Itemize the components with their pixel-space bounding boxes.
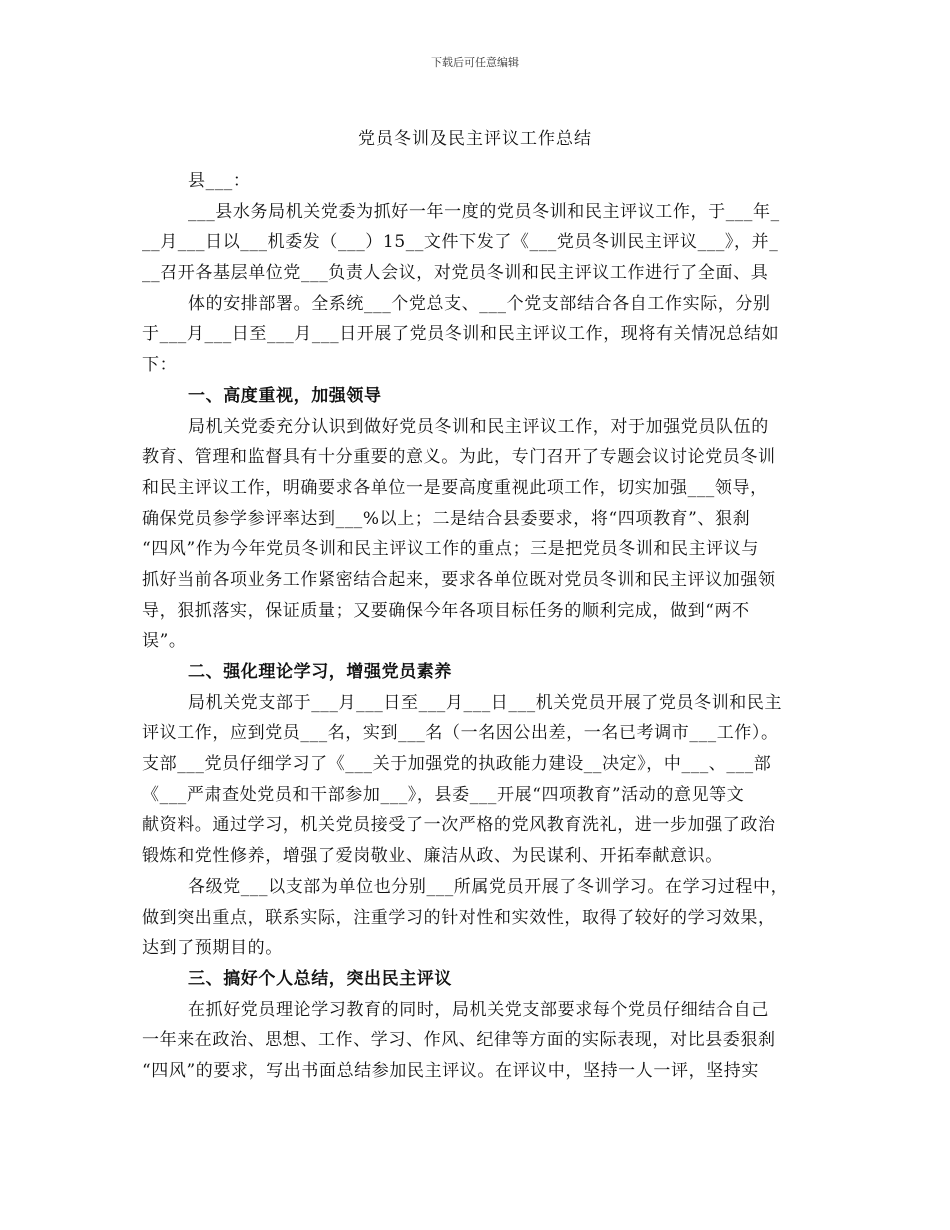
body-line: 局机关党支部于___月___日至___月___日___机关党员开展了党员冬训和民主 xyxy=(188,692,783,713)
body-line: 各级党___以支部为单位也分别___所属党员开展了冬训学习。在学习过程中， xyxy=(188,876,789,897)
body-line: 局机关党委充分认识到做好党员冬训和民主评议工作，对于加强党员队伍的 xyxy=(188,416,769,437)
body-line: ___县水务局机关党委为抓好一年一度的党员冬训和民主评议工作，于___年_ xyxy=(188,201,780,222)
body-line: 体的安排部署。全系统___个党总支、___个党支部结合各自工作实际，分别 xyxy=(188,293,771,314)
body-line: 抓好当前各项业务工作紧密结合起来，要求各单位既对党员冬训和民主评议加强领 xyxy=(142,569,776,590)
body-line: 误”。 xyxy=(142,631,187,652)
body-line: 做到突出重点，联系实际，注重学习的针对性和实效性，取得了较好的学习效果， xyxy=(142,907,776,928)
body-line: 确保党员参学参评率达到___%以上；二是结合县委要求，将“四项教育”、狠刹 xyxy=(142,508,751,529)
body-line: “四风”的要求，写出书面总结参加民主评议。在评议中，坚持一人一评，坚持实 xyxy=(142,1060,759,1081)
body-line: 在抓好党员理论学习教育的同时，局机关党支部要求每个党员仔细结合自己 xyxy=(188,999,769,1020)
body-line: 支部___党员仔细学习了《___关于加强党的执政能力建设__决定》，中___、___部 xyxy=(142,754,772,775)
body-line: 评议工作，应到党员___名，实到___名（一名因公出差，一名已考调市___工作）。 xyxy=(142,723,779,744)
section-heading: 二、强化理论学习，增强党员素养 xyxy=(188,662,452,682)
body-line: 县___： xyxy=(188,171,251,191)
body-line: 于___月___日至___月___日开展了党员冬训和民主评议工作，现将有关情况总结如 xyxy=(142,324,780,345)
body-line: 《___严肃查处党员和干部参加___》，县委___开展“四项教育”活动的意见等文 xyxy=(142,784,745,805)
header-note: 下载后可任意编辑 xyxy=(431,56,519,69)
body-line: __召开各基层单位党___负责人会议，对党员冬训和民主评议工作进行了全面、具 xyxy=(142,263,769,284)
body-line: 下： xyxy=(142,355,178,376)
body-line: 导，狠抓落实，保证质量；又要确保今年各项目标任务的顺利完成，做到“两不 xyxy=(142,600,750,621)
section-heading: 一、高度重视，加强领导 xyxy=(188,385,382,406)
body-line: __月___日以___机委发（___）15__文件下发了《___党员冬训民主评议___》，并_ xyxy=(142,232,779,253)
document-body xyxy=(142,166,822,1087)
body-line: 锻炼和党性修养，增强了爱岗敬业、廉洁从政、为民谋利、开拓奉献意识。 xyxy=(142,846,723,867)
body-line: 和民主评议工作，明确要求各单位一是要高度重视此项工作，切实加强___领导， xyxy=(142,477,768,498)
document-title: 党员冬训及民主评议工作总结 xyxy=(358,129,592,149)
section-heading: 三、搞好个人总结，突出民主评议 xyxy=(188,968,452,989)
body-line: “四风”作为今年党员冬训和民主评议工作的重点；三是把党员冬训和民主评议与 xyxy=(142,539,759,560)
body-line: 达到了预期目的。 xyxy=(142,938,283,959)
body-line: 一年来在政治、思想、工作、学习、作风、纪律等方面的实际表现，对比县委狠刹 xyxy=(142,1030,776,1051)
body-line: 献资料。通过学习，机关党员接受了一次严格的党风教育洗礼，进一步加强了政治 xyxy=(142,815,776,836)
body-line: 教育、管理和监督具有十分重要的意义。为此，专门召开了专题会议讨论党员冬训 xyxy=(142,447,776,468)
